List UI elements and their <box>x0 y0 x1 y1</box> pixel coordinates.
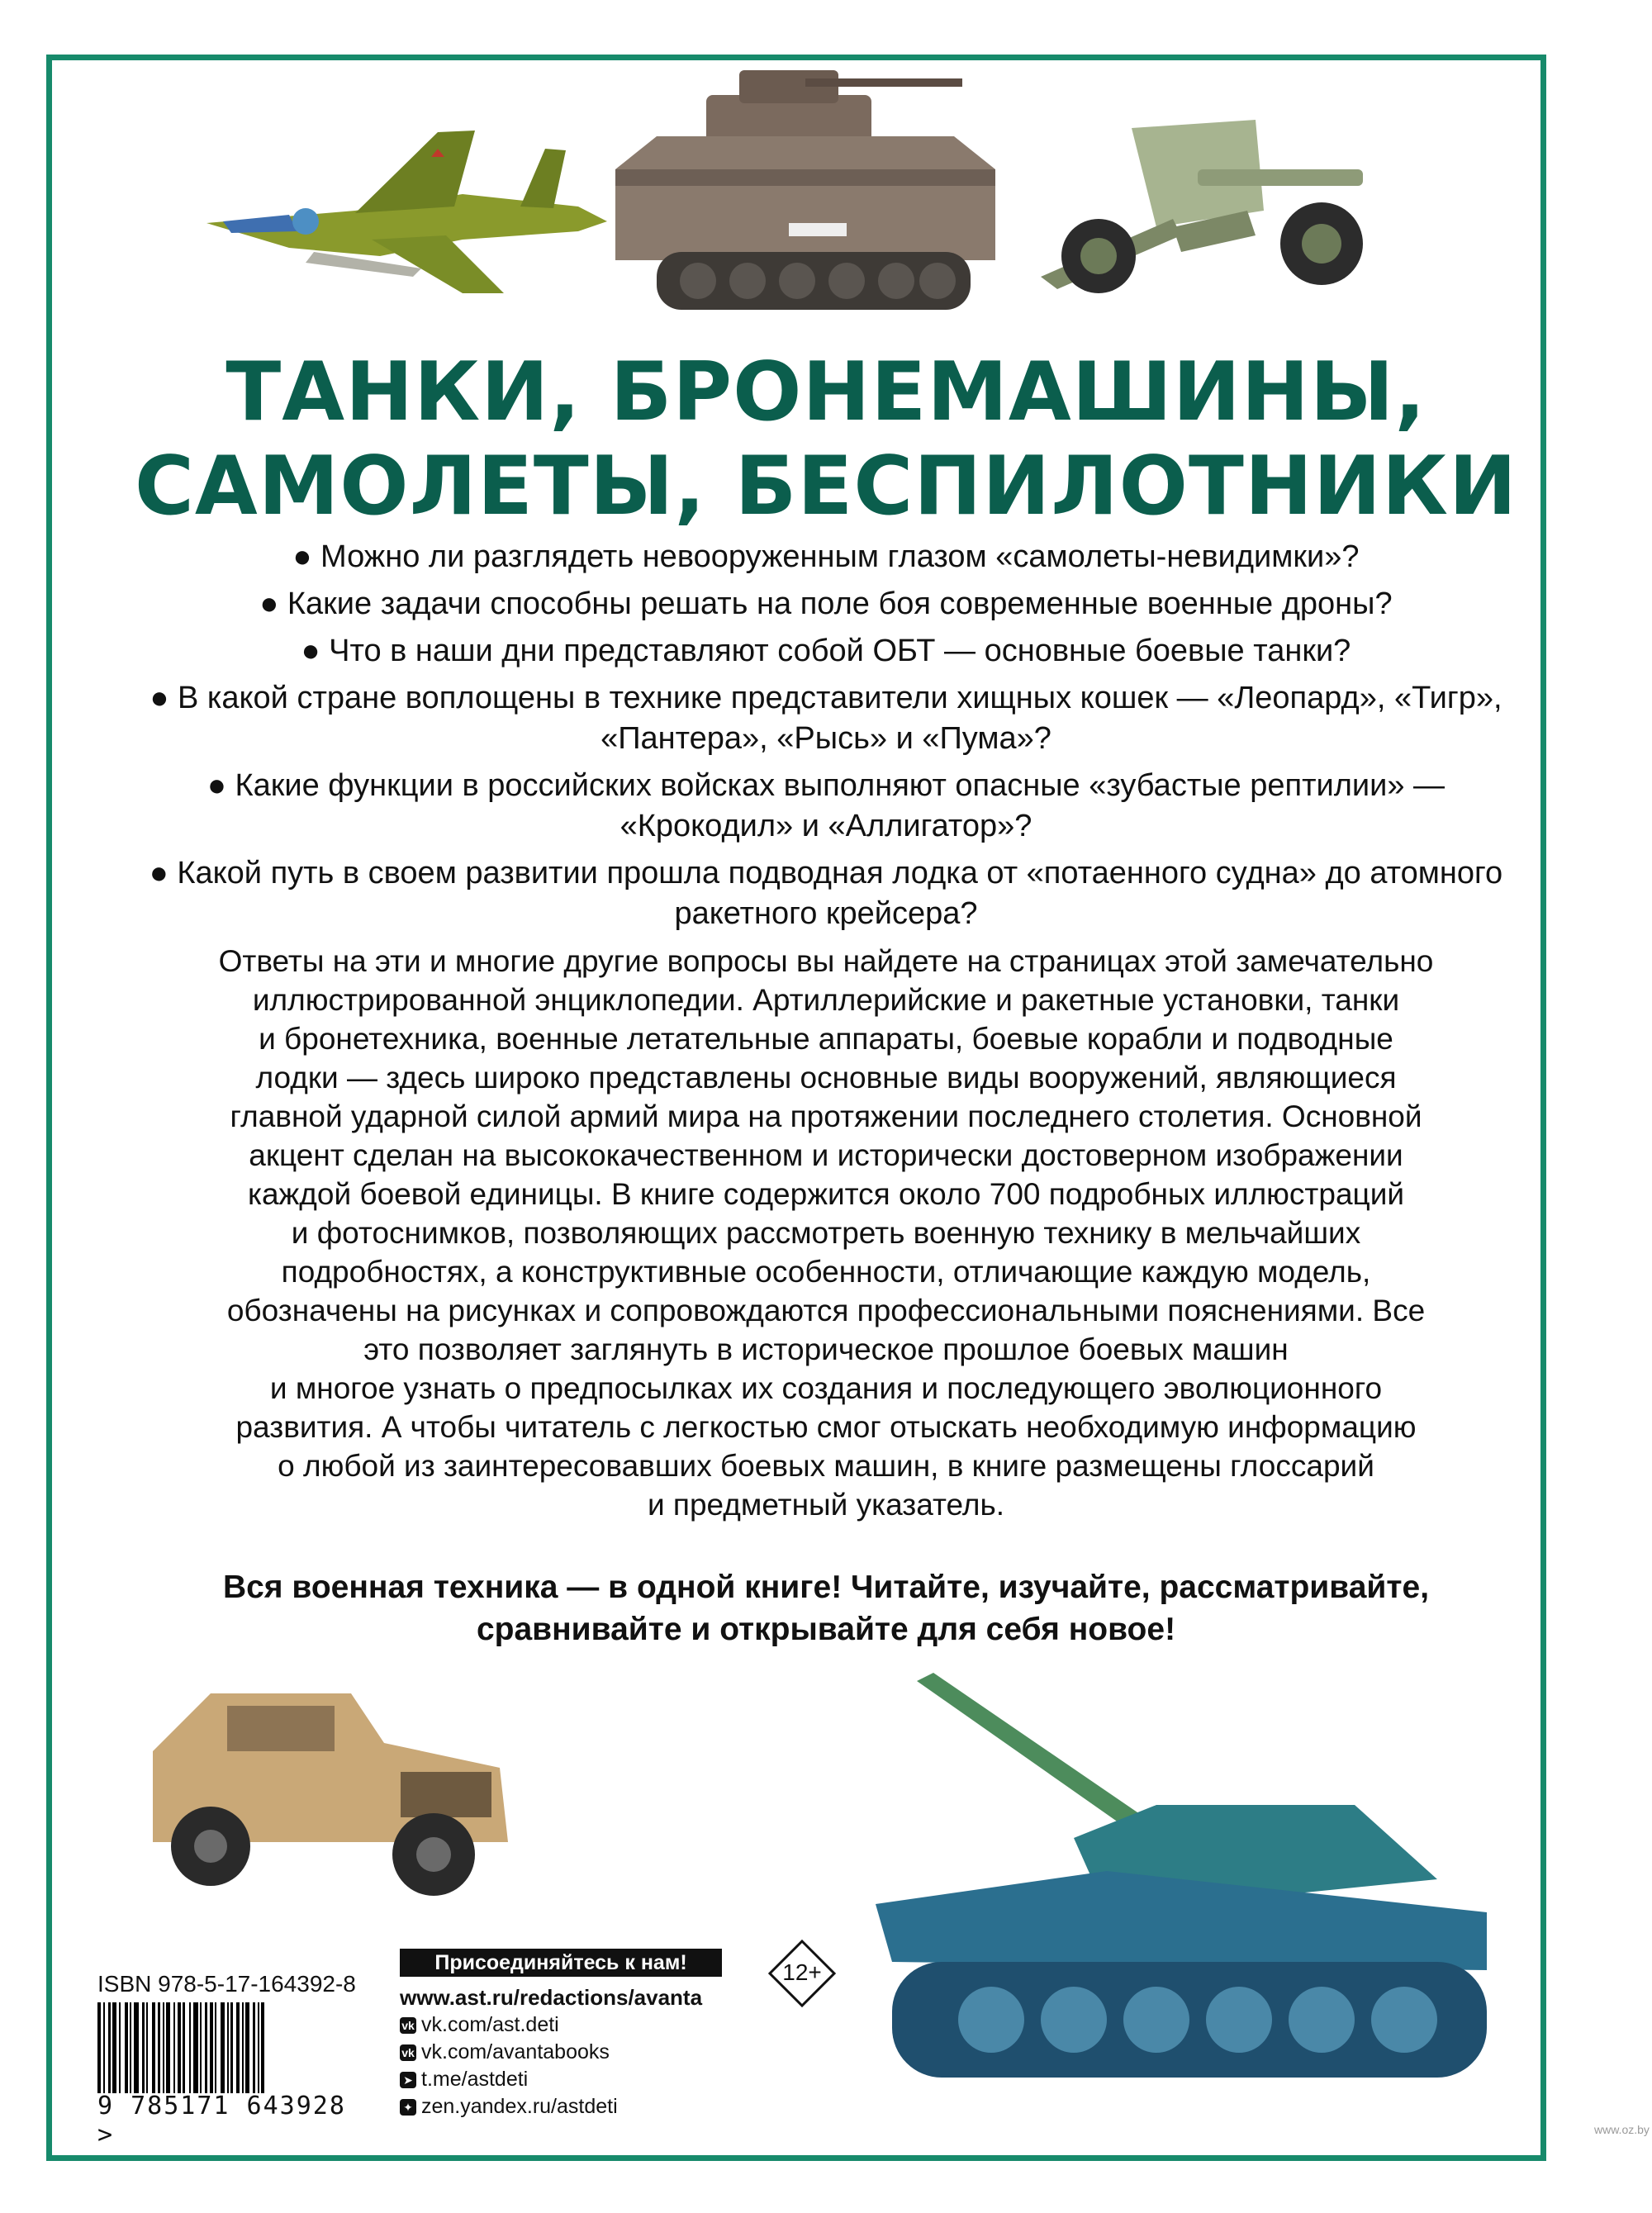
mrap-vehicle-illustration <box>136 1677 516 1900</box>
isbn-block <box>97 1971 370 2149</box>
field-gun-illustration <box>1008 112 1396 326</box>
social-link-vk-avantabooks[interactable] <box>400 2039 763 2066</box>
question-item: ● Какой путь в своем развитии прошла подводная лодка от «потаенного судна» до атомного ракетного крейсера? <box>149 856 1503 931</box>
telegram-icon: ➤ <box>400 2072 416 2088</box>
barcode <box>97 2002 370 2093</box>
question-item: ● Какие задачи способны решать на поле боя современные военные дроны? <box>259 586 1393 621</box>
social-link-text: vk.com/ast.deti <box>421 2013 559 2036</box>
social-link-telegram[interactable] <box>400 2066 763 2093</box>
join-us-label: Присоединяйтесь к нам! <box>400 1949 722 1977</box>
watermark: www.oz.by <box>1594 2123 1650 2136</box>
title-line-1: ТАНКИ, БРОНЕМАШИНЫ, <box>225 345 1427 439</box>
social-link-text: zen.yandex.ru/astdeti <box>421 2095 618 2118</box>
age-rating-badge <box>768 1940 836 2007</box>
jet-aircraft-illustration <box>190 116 620 306</box>
armored-vehicle-illustration <box>607 62 1004 326</box>
question-item: ● В какой стране воплощены в технике представители хищных кошек — «Леопард», «Тигр», «Пантера», «Рысь» и «Пума»? <box>150 681 1502 756</box>
question-item: ● Что в наши дни представляют собой ОБТ — основные боевые танки? <box>301 634 1351 668</box>
social-link-text: vk.com/avantabooks <box>421 2040 610 2063</box>
vk-icon: vk <box>400 2044 416 2061</box>
website-link[interactable]: www.ast.ru/redactions/avanta <box>400 1985 703 2010</box>
zen-icon: ✦ <box>400 2099 416 2116</box>
age-rating-text: 12+ <box>782 1959 822 1985</box>
social-links <box>400 1984 763 2120</box>
isbn-text: ISBN 978-5-17-164392-8 <box>97 1971 356 1997</box>
social-link-zen[interactable] <box>400 2093 763 2120</box>
question-item: ● Можно ли разглядеть невооруженным глазом «самолеты-невидимки»? <box>292 539 1360 574</box>
social-link-text: t.me/astdeti <box>421 2068 529 2091</box>
slogan: Вся военная техника — в одной книге! Читайте, изучайте, рассматривайте, сравнивайте и открывайте для себя новое! <box>222 1570 1430 1647</box>
barcode-number: 9 785171 643928 > <box>97 2092 346 2149</box>
questions-list <box>140 537 1512 941</box>
question-item: ● Какие функции в российских войсках выполняют опасные «зубастые рептилии» — «Крокодил» и «Аллигатор»? <box>206 768 1446 843</box>
description-paragraph: Ответы на эти и многие другие вопросы вы найдете на страницах этой замечательно иллюстрированной энциклопедии. Артиллерийские и ракетные установки, танки и бронетехника, военные летательные аппараты, боевые корабли и подводные лодки — здесь широко представлены основные виды вооружений, являющиеся главной ударной силой армий мира на протяжении последнего столетия. Основной акцент сделан на высококачественном и исторически достоверном изображении каждой боевой единицы. В книге содержится около 700 подробных иллюстраций и фотоснимков, позволяющих рассмотреть военную технику в мельчайших подробностях, а конструктивные особенности, отличающие каждую модель, обозначены на рисунках и сопровождаются профессиональными пояснениями. Все это позволяет заглянуть в историческое прошлое боевых машин и многое узнать о предпосылках их создания и последующего эволюционного развития. А чтобы читатель с легкостью смог отыскать необходимую информацию о любой из заинтересовавших боевых машин, в книге размещены глоссарий и предметный указатель. <box>218 944 1434 1522</box>
social-link-vk-astdeti[interactable] <box>400 2011 763 2039</box>
vk-icon: vk <box>400 2017 416 2034</box>
main-battle-tank-illustration <box>859 1664 1512 2102</box>
title-line-2: САМОЛЕТЫ, БЕСПИЛОТНИКИ <box>135 439 1517 534</box>
